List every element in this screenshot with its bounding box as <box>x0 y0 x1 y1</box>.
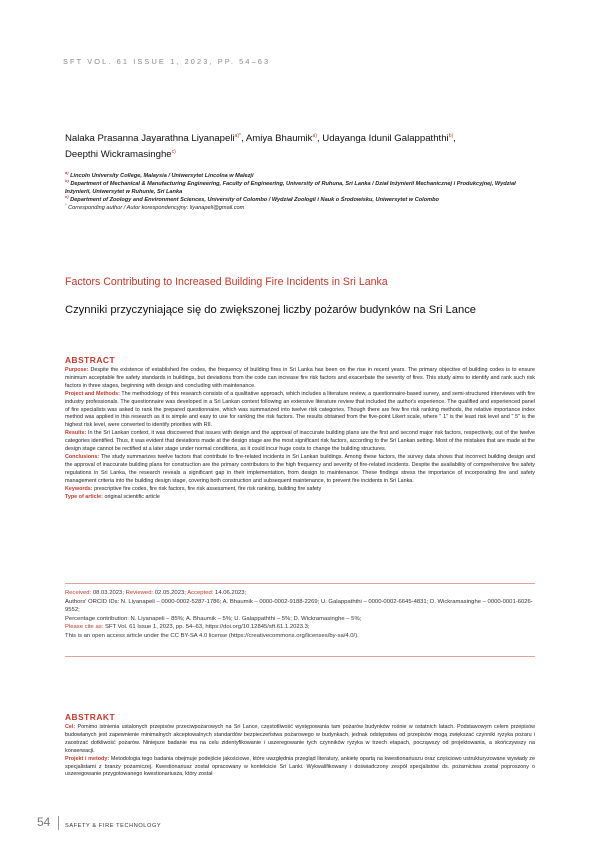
affiliation-marker: b) <box>448 132 454 139</box>
journal-footer-title: SAFETY & FIRE TECHNOLOGY <box>65 823 162 829</box>
author-name: Deepthi Wickramasinghe <box>65 149 172 160</box>
abstract-body <box>65 367 535 501</box>
article-type-label: Type of article: <box>65 493 103 500</box>
affiliation-text: Department of Zoology and Environment Sciences, University of Colombo / Wydział Zoologii i Nauk o Środowisku, Uniwersytet w Colombo <box>70 196 439 203</box>
affiliation-marker: c) <box>65 194 69 200</box>
affiliation-marker: b) <box>65 178 69 184</box>
purpose-label: Purpose: <box>65 367 89 373</box>
contribution-line: Percentage contribution: N. Liyanapeli – 85%; A. Bhaumik – 5%; U. Galappaththi – 5%; D. Wickramasinghe – 5%; <box>65 615 362 622</box>
article-title-english: Factors Contributing to Increased Building Fire Incidents in Sri Lanka <box>65 276 388 288</box>
keywords-label: Keywords: <box>65 485 93 492</box>
affiliation <box>65 178 525 195</box>
author-name: Udayanga Idunil Galappaththi <box>322 133 449 144</box>
cel-label: Cel: <box>65 724 76 730</box>
affiliation-marker: a)* <box>234 132 242 139</box>
cite-text: SFT Vol. 61 Issue 1, 2023, pp. 54–63, https://doi.org/10.12845/sft.61.1.2023.3; <box>104 624 310 630</box>
affiliation <box>65 170 525 180</box>
conclusions-label: Conclusions: <box>65 453 100 460</box>
conclusions-text: The study summarizes twelve factors that contribute to fire-related incidents in Sri Lankan buildings. Among these factors, the survey data shows that incorrect building design and the approval of inaccurate building plans for construction are the primary contributors to the high frequency and severity of fire-related incidents. Despite the availability of comprehensive fire safety regulations in Sri Lanka, the research reveals a significant gap in their implementation, from design to maintenance. These findings stress the importance of incorporating fire and safety management criteria into the building design stage, covering both construction and subsequent maintenance, to prevent fire incidents in Sri Lanka. <box>65 453 535 484</box>
divider <box>65 583 535 584</box>
results-label: Results: <box>65 430 87 437</box>
cite-label: Please cite as: <box>65 624 104 630</box>
methods-label: Project and Methods: <box>65 390 120 397</box>
metody-text: Metodologia tego badania obejmuje podejście jakościowe, które uwzględnia przegląd literatury, ankietę opartą na kwestionariuszu oraz częściowo ustrukturyzowane wywiady ze specjalistami z branży pożarniczej. Kwestionariusz został opracowany w kontekście Sri Lanki. Wykwalifikowany i doświadczony zespół specjalistów ds. pożarnictwa został poproszony o uszeregowanie przygotowanego kwestionariusza, który został <box>65 755 536 778</box>
received-label: Received: <box>65 590 92 596</box>
license-line: This is an open access article under the CC BY-SA 4.0 license (https://creativecommons.org/licenses/by-sa/4.0/). <box>65 632 359 639</box>
keywords-text: prescriptive fire codes, fire risk factors, fire risk assessment, fire risk ranking, building fire safety <box>94 485 322 492</box>
orcid-line: Authors' ORCID IDs: N. Liyanapeli – 0000-0002-5287-1786; A. Bhaumik – 0000-0002-9188-2269; U. Galappaththi – 0000-0002-6645-4831; D. Wickramasinghe – 0000-0001-6026-9552; <box>65 598 533 613</box>
article-type-text: original scientific article <box>104 493 160 500</box>
affiliation-marker: * <box>65 202 67 208</box>
affiliation-text: Lincoln University College, Malaysia / Uniwersytet Lincolna w Malezji <box>70 173 254 179</box>
footer-divider <box>58 816 59 830</box>
affiliation-marker: a) <box>312 132 317 139</box>
abstrakt-heading: ABSTRAKT <box>65 712 116 722</box>
affiliation-marker: c) <box>171 148 176 155</box>
abstrakt-body <box>65 724 535 779</box>
purpose-text: Despite the existence of established fire codes, the frequency of building fires in Sri Lanka has been on the rise in recent years. The primary objective of building codes is to ensure minimum acceptable fire safety standards in buildings, but deviations from the code can increase fire risk factors and exacerbate the severity of fires. This study aims to identify and rank such risk factors in three stages, beginning with design and concluding with maintenance. <box>65 367 535 389</box>
cel-text: Pomimo istnienia ustalonych przepisów przeciwpożarowych na Sri Lance, częstotliwość występowania tam pożarów budynków rośnie w ostatnich latach. Podstawowym celem przepisów budowlanych jest zapewnienie minimalnych akceptowalnych standardów bezpieczeństwa pożarowego w budynkach, jednak odstępstwa od przepisów mogą zwiększać czynniki ryzyka pożaru i zaostrzać dotkliwość pożarów. Niniejsze badanie ma na celu zidentyfikowanie i uszeregowanie tych czynników ryzyka w trzech etapach, począwszy od projektowania, a skończywszy na konserwacji. <box>65 724 535 754</box>
affiliation-text: Corresponding author / Autor korespondencyjny: liyanapeli@gmail.com <box>68 205 245 212</box>
accepted-date: 14.06.2023; <box>215 590 247 596</box>
article-metadata <box>65 589 535 640</box>
reviewed-label: Reviewed: <box>125 590 154 596</box>
divider <box>65 656 535 657</box>
reviewed-date: 02.05.2023; <box>154 590 186 596</box>
article-title-polish: Czynniki przyczyniające się do zwiększonej liczby pożarów budynków na Sri Lance <box>65 304 477 316</box>
metody-label: Projekt i metody: <box>65 755 110 762</box>
accepted-label: Accepted: <box>187 590 214 596</box>
methods-text: The methodology of this research consists of a qualitative approach, which includes a literature review, a questionnaire-based survey, and semi-structured interviews with fire industry professionals. The questionnaire was developed in a Sri Lankan context following an extensive literature review that included the author's experience. The qualified and experienced panel of fire specialists was asked to rank the prepared questionnaire, which was summarized into twelve risk categories. Though there are few fire risk ranking methods, the relative importance index method was applied in this research as it is simple and easy to use for ranking the risk factors. The results obtained from the five-point Likert scale, where " 1" is the least risk level and " 5" is the highest risk level, were converted to identify priorities with RII. <box>65 390 535 429</box>
affiliation-list <box>65 170 525 214</box>
corresponding-author <box>65 202 525 212</box>
author-list: Nalaka Prasanna Jayarathna Liyanapeli$^{a)*}$, Amiya Bhaumik$^{a)}$, Udayanga Idunil Galappaththi$^{b)}$, Deepthi Wickramasinghe$^{c)}$ <box>65 132 456 160</box>
journal-header: SFT VOL. 61 ISSUE 1, 2023, PP. 54–63 <box>63 57 271 66</box>
affiliation-marker: a) <box>65 170 69 176</box>
received-date: 08.03.2023; <box>92 590 124 596</box>
affiliation-text: Department of Mechanical & Manufacturing Engineering, Faculty of Engineering, University of Ruhuna, Sri Lanka / Dział Inżynierii Mechanicznej i Produkcyjnej, Wydział Inżynierii, Uniwersytet w Ruhunie, Sri Lanka <box>65 181 516 195</box>
results-text: In the Sri Lankan context, it was discovered that issues with design and the approval of inaccurate building plans are the first and second major risk factors, respectively, out of the twelve categories identified. Thus, it was evident that deviations made at the design stage are the most significant risk factors, according to the Sri Lankan setting. Most of the mistakes that are made at the design stage cannot be rectified at a later stage under normal conditions, as it could incur huge costs to change the building structures. <box>65 430 535 453</box>
abstract-heading: ABSTRACT <box>65 355 116 365</box>
author-name: Amiya Bhaumik <box>245 133 313 144</box>
page-number: 54 <box>37 815 51 829</box>
affiliation <box>65 194 525 204</box>
author-name: Nalaka Prasanna Jayarathna Liyanapeli <box>65 133 235 144</box>
